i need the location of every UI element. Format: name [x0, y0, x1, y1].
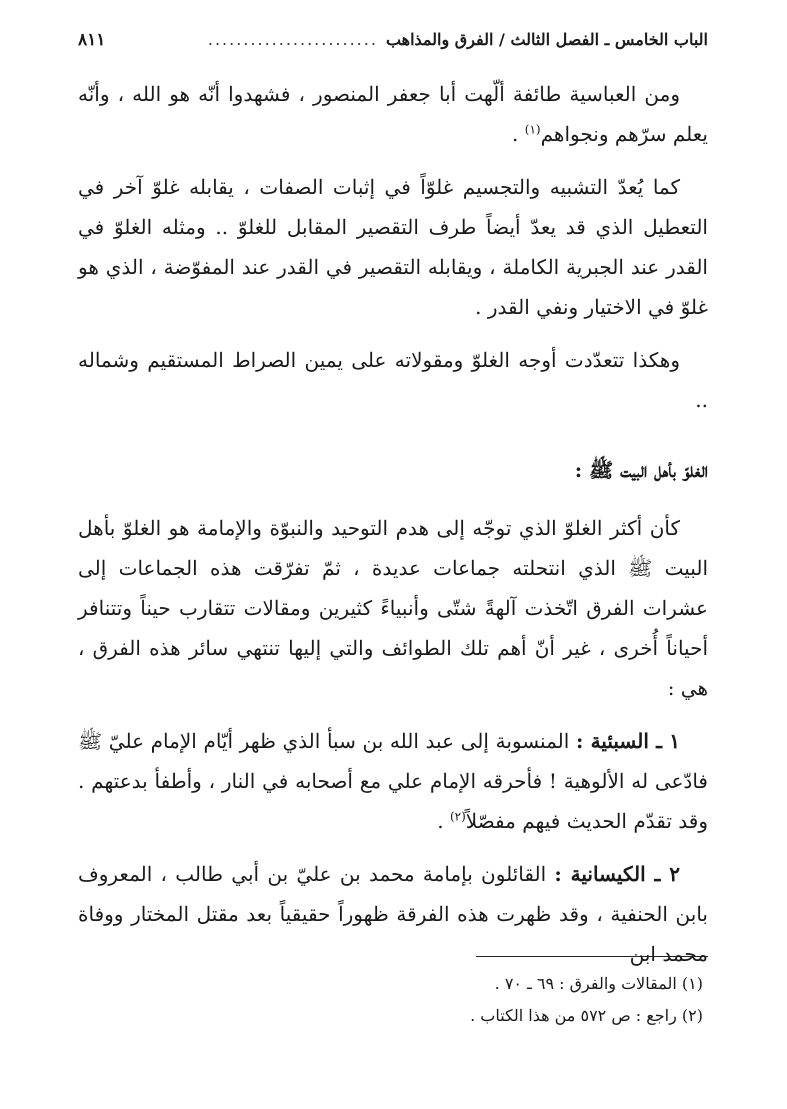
paragraph-sabaiya [78, 721, 708, 841]
paragraph-end: . [437, 809, 450, 833]
book-page [78, 30, 708, 987]
header-title: الباب الخامس ـ الفصل الثالث / الفرق والمذاهب [385, 30, 708, 49]
paragraph-end: . [512, 122, 525, 146]
footnote-2: (٢) راجع : ص ٥٧٢ من هذا الكتاب . [470, 1006, 703, 1025]
footnotes [203, 968, 703, 1032]
footnote-marker-1: (١) [524, 122, 541, 137]
footnote-marker-2: (٢) [449, 809, 466, 824]
section-heading: الغلوّ بأهل البيت ﷺ : [574, 458, 708, 482]
paragraph-text: ومن العباسية طائفة ألّهت أبا جعفر المنصور ، فشهدوا أنّه هو الله ، وأنّه يعلم سرّهم ونجواهم [78, 82, 708, 146]
header-leader-dots: ........................ [207, 30, 378, 49]
running-header [78, 30, 708, 64]
paragraph-tashbih: كما يُعدّ التشبيه والتجسيم غلوّاً في إثبات الصفات ، يقابله غلوّ آخر في التعطيل الذي قد يعدّ أيضاً طرف التقصير المقابل للغلوّ .. ومثله الغلوّ في القدر عند الجبرية الكاملة ، ويقابله التقصير في القدر عند المفوّضة ، الذي هو غلوّ في الاختيار ونفي القدر . [78, 175, 708, 319]
paragraph-abbasiya [78, 74, 708, 154]
paragraph-text: القائلون بإمامة محمد بن عليّ بن أبي طالب ، المعروف بابن الحنفية ، وقد ظهرت هذه الفرقة ظهوراً حقيقياً بعد مقتل المختار ووفاة محمد ابن [78, 862, 708, 966]
footnote-1: (١) المقالات والفرق : ٦٩ ـ ٧٠ . [494, 974, 703, 993]
paragraph-ahl-al-bayt: كأن أكثر الغلوّ الذي توجّه إلى هدم التوحيد والنبوّة والإمامة هو الغلوّ بأهل البيت ﷺ الذي انتحلته جماعات عديدة ، ثمّ تفرّقت هذه الجماعات إلى عشرات الفرق اتّخذت آلهةً شتّى وأنبياءً كثيرين ومقالات تتقارب حيناً وتتنافر أحياناً أُخرى ، غير أنّ أهم تلك الطوائف والتي إليها تنتهي سائر هذه الفرق ، هي : [78, 516, 708, 700]
item-label-sabaiya: ١ ـ السبئية : [575, 729, 680, 753]
item-label-kaysaniya: ٢ ـ الكيسانية : [554, 862, 680, 886]
paragraph-ghuluw-aspects: وهكذا تتعدّدت أوجه الغلوّ ومقولاته على يمين الصراط المستقيم وشماله .. [78, 348, 708, 412]
body-text [78, 74, 708, 974]
footnote-separator [476, 956, 708, 957]
paragraph-text: المنسوبة إلى عبد الله بن سبأ الذي ظهر أيّام الإمام عليّ ﷺ فادّعى له الألوهية ! فأحرقه الإمام علي مع أصحابه في النار ، وأطفأ بدعتهم . وقد تقدّم الحديث فيهم مفصّلاً [78, 729, 708, 833]
page-number: ٨١١ [78, 30, 106, 50]
